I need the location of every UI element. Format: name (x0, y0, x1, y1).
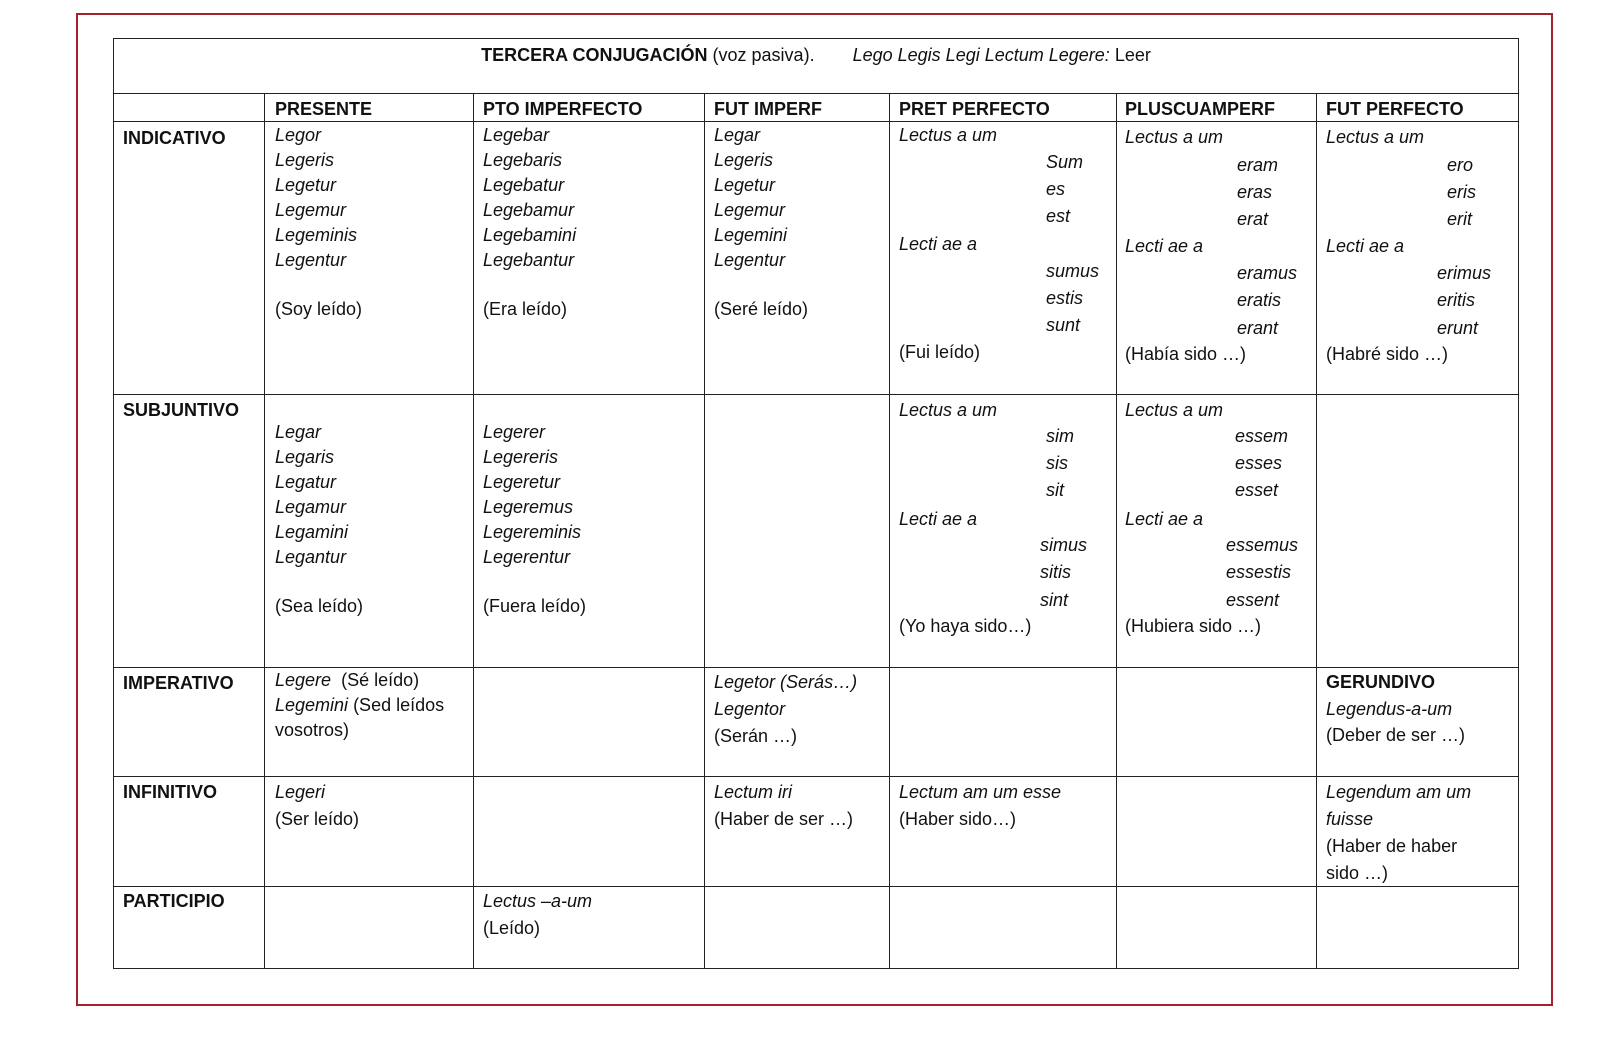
aux-form: est (1046, 206, 1071, 226)
imperative-note: (Sé leído) (341, 670, 420, 690)
form: Legebamur (483, 200, 575, 220)
ind-perf-plur: Lecti ae a (899, 234, 978, 254)
row-label-imperativo: IMPERATIVO (123, 673, 234, 693)
ind-futperf-plur: Lecti ae a (1326, 236, 1405, 256)
title-voice: (voz pasiva). (712, 45, 815, 65)
form: Legerentur (483, 547, 571, 567)
indicativo-imperfecto-forms (483, 123, 576, 273)
col-divider (1316, 93, 1317, 968)
subjuntivo-imperfecto-forms (483, 420, 581, 570)
aux-form: erat (1237, 209, 1269, 229)
aux-form: Sum (1046, 152, 1084, 172)
aux-form: eram (1237, 155, 1279, 175)
form: Legeretur (483, 472, 561, 492)
ind-perf-sing: Lectus a um (899, 125, 998, 145)
participio-form: Lectus –a-um (483, 891, 593, 911)
row-divider (114, 93, 1518, 94)
form: Legemini (714, 225, 788, 245)
col-divider (264, 93, 265, 968)
subjuntivo-imperfecto-note: (Fuera leído) (483, 596, 587, 616)
imperativo-presente-2 (275, 695, 444, 715)
row-label-infinitivo: INFINITIVO (123, 782, 217, 802)
imperativo-futuro-1: Legetor (Serás…) (714, 672, 858, 692)
form: Legeris (714, 150, 774, 170)
aux-form: eramus (1237, 263, 1298, 283)
table-title (114, 45, 1518, 66)
header-imperfecto: PTO IMPERFECTO (483, 99, 643, 119)
row-divider (114, 776, 1518, 777)
form: Legemur (714, 200, 786, 220)
aux-form: sint (1040, 590, 1069, 610)
subjuntivo-presente-note: (Sea leído) (275, 596, 364, 616)
header-perfecto: PRET PERFECTO (899, 99, 1050, 119)
indicativo-presente-forms (275, 123, 357, 273)
form: Legeremus (483, 497, 574, 517)
aux-form: sitis (1040, 562, 1071, 582)
form: Legetur (275, 175, 337, 195)
form: Legentur (275, 250, 347, 270)
form: Legebantur (483, 250, 575, 270)
form: Legar (714, 125, 761, 145)
ind-plus-plur: Lecti ae a (1125, 236, 1204, 256)
row-divider (114, 667, 1518, 668)
aux-form: estis (1046, 288, 1084, 308)
subjuntivo-presente-forms (275, 420, 348, 570)
aux-form: eratis (1237, 290, 1282, 310)
ind-plus-sing: Lectus a um (1125, 127, 1224, 147)
form: Legereminis (483, 522, 582, 542)
aux-form: essem (1235, 426, 1289, 446)
header-futuro-perfecto: FUT PERFECTO (1326, 99, 1464, 119)
indicativo-futuro-forms (714, 123, 787, 273)
aux-form: eris (1447, 182, 1477, 202)
imperative-note-cont: vosotros) (275, 720, 350, 740)
infinitivo-futperf-note-cont: sido …) (1326, 863, 1389, 883)
indicativo-presente-note: (Soy leído) (275, 299, 363, 319)
form: Legeminis (275, 225, 358, 245)
row-divider (114, 121, 1518, 122)
aux-form: esset (1235, 480, 1279, 500)
subj-perf-note: (Yo haya sido…) (899, 616, 1032, 636)
ind-futperf-sing: Lectus a um (1326, 127, 1425, 147)
ind-plus-note: (Había sido …) (1125, 344, 1247, 364)
imperativo-futuro-3: (Serán …) (714, 726, 798, 746)
form: Legamur (275, 497, 347, 517)
aux-form: ero (1447, 155, 1474, 175)
form: Legeris (275, 150, 335, 170)
infinitivo-perfecto-form: Lectum am um esse (899, 782, 1062, 802)
indicativo-imperfecto-note: (Era leído) (483, 299, 568, 319)
imperative-form: Legemini (275, 695, 349, 715)
conjugation-table (113, 38, 1519, 969)
gerundivo-note: (Deber de ser …) (1326, 725, 1466, 745)
form: Legebaris (483, 150, 563, 170)
gerundivo-label: GERUNDIVO (1326, 672, 1436, 692)
form: Legebar (483, 125, 550, 145)
form: Legaris (275, 447, 335, 467)
indicativo-futuro-note: (Seré leído) (714, 299, 809, 319)
aux-form: erit (1447, 209, 1473, 229)
aux-form: eritis (1437, 290, 1476, 310)
aux-form: simus (1040, 535, 1088, 555)
col-divider (889, 93, 890, 968)
imperativo-presente-1 (275, 670, 419, 690)
subj-plus-plur: Lecti ae a (1125, 509, 1204, 529)
infinitivo-presente-note: (Ser leído) (275, 809, 360, 829)
form: Legebamini (483, 225, 577, 245)
aux-form: essestis (1226, 562, 1292, 582)
form: Legor (275, 125, 322, 145)
infinitivo-perfecto-note: (Haber sido…) (899, 809, 1017, 829)
header-futuro: FUT IMPERF (714, 99, 822, 119)
form: Legar (275, 422, 322, 442)
infinitivo-futperf-note: (Haber de haber (1326, 836, 1458, 856)
form: Legetur (714, 175, 776, 195)
form: Legereris (483, 447, 559, 467)
header-presente: PRESENTE (275, 99, 373, 119)
ind-perf-note: (Fui leído) (899, 342, 981, 362)
participio-note: (Leído) (483, 918, 541, 938)
form: Legebatur (483, 175, 565, 195)
title-verb: Lego Legis Legi Lectum Legere: (852, 45, 1110, 65)
subj-plus-note: (Hubiera sido …) (1125, 616, 1262, 636)
col-divider (704, 93, 705, 968)
row-label-indicativo: INDICATIVO (123, 128, 226, 148)
form: Legerer (483, 422, 546, 442)
title-meaning: Leer (1114, 45, 1151, 65)
subj-plus-sing: Lectus a um (1125, 400, 1224, 420)
infinitivo-futuro-form: Lectum iri (714, 782, 793, 802)
aux-form: sit (1046, 480, 1064, 500)
infinitivo-futperf-form-cont: fuisse (1326, 809, 1374, 829)
aux-form: es (1046, 179, 1066, 199)
infinitivo-futuro-note: (Haber de ser …) (714, 809, 854, 829)
row-label-participio: PARTICIPIO (123, 891, 225, 911)
ind-futperf-note: (Habré sido …) (1326, 344, 1449, 364)
aux-form: essemus (1226, 535, 1299, 555)
infinitivo-futperf-form: Legendum am um (1326, 782, 1472, 802)
form: Legamini (275, 522, 349, 542)
col-divider (473, 93, 474, 968)
imperative-form: Legere (275, 670, 332, 690)
form: Legantur (275, 547, 347, 567)
imperativo-futuro-2: Legentor (714, 699, 786, 719)
row-divider (114, 394, 1518, 395)
aux-form: sumus (1046, 261, 1100, 281)
form: Legemur (275, 200, 347, 220)
aux-form: eras (1237, 182, 1273, 202)
infinitivo-presente-form: Legeri (275, 782, 326, 802)
col-divider (1116, 93, 1117, 968)
aux-form: erunt (1437, 318, 1479, 338)
subj-perf-plur: Lecti ae a (899, 509, 978, 529)
aux-form: esses (1235, 453, 1283, 473)
header-pluscuamperfecto: PLUSCUAMPERF (1125, 99, 1276, 119)
row-label-subjuntivo: SUBJUNTIVO (123, 400, 240, 420)
gerundivo-form: Legendus-a-um (1326, 699, 1453, 719)
title-main: TERCERA CONJUGACIÓN (481, 45, 708, 65)
subj-perf-sing: Lectus a um (899, 400, 998, 420)
row-divider (114, 886, 1518, 887)
aux-form: sunt (1046, 315, 1081, 335)
aux-form: essent (1226, 590, 1280, 610)
form: Legentur (714, 250, 786, 270)
aux-form: erant (1237, 318, 1279, 338)
imperative-note: (Sed leídos (353, 695, 445, 715)
aux-form: sis (1046, 453, 1068, 473)
form: Legatur (275, 472, 337, 492)
aux-form: erimus (1437, 263, 1492, 283)
aux-form: sim (1046, 426, 1074, 446)
